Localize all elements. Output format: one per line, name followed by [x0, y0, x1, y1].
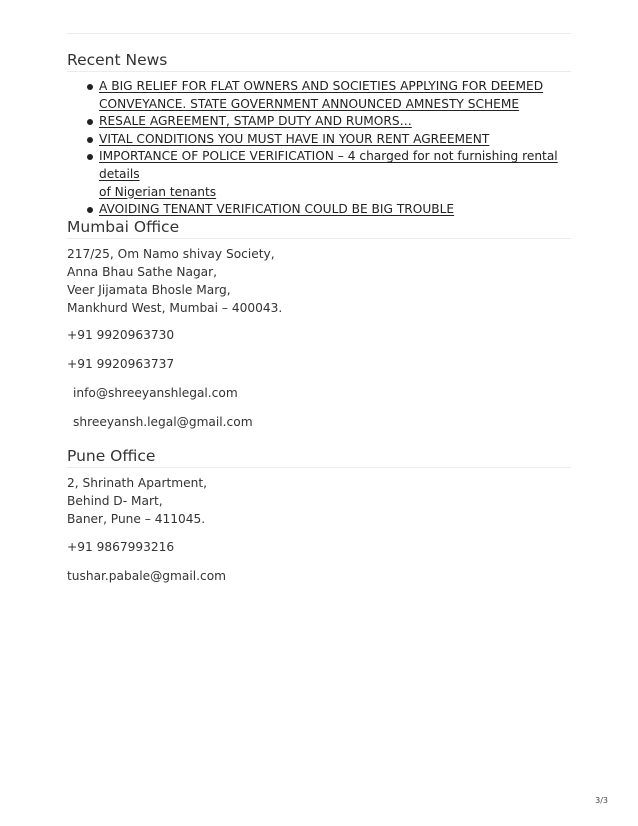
page-number: 3/3	[595, 796, 608, 805]
bullet-icon	[87, 154, 93, 160]
bullet-icon	[87, 84, 93, 90]
pune-office-heading: Pune Office	[67, 447, 156, 465]
pune-address	[67, 474, 207, 528]
address-line: 2, Shrinath Apartment,	[67, 476, 208, 490]
pune-phone: +91 9867993216	[67, 540, 175, 554]
address-line: Mankhurd West, Mumbai – 400043.	[67, 301, 283, 315]
list-item	[67, 113, 571, 131]
pune-email[interactable]: tushar.pabale@gmail.com	[67, 569, 227, 583]
news-link-police-verification[interactable]	[99, 149, 558, 198]
mumbai-phone-1: +91 9920963730	[67, 328, 175, 342]
news-link-line: IMPORTANCE OF POLICE VERIFICATION – 4 charged for not furnishing rental details	[99, 149, 558, 181]
address-line: Veer Jijamata Bhosle Marg,	[67, 283, 231, 297]
news-link-rent-agreement[interactable]: VITAL CONDITIONS YOU MUST HAVE IN YOUR RENT AGREEMENT	[99, 131, 490, 146]
top-divider	[67, 33, 571, 34]
mumbai-phone-2: +91 9920963737	[67, 357, 175, 371]
address-line: Baner, Pune – 411045.	[67, 512, 206, 526]
list-item	[67, 78, 571, 113]
recent-news-list	[67, 78, 571, 219]
address-line: 217/25, Om Namo shivay Society,	[67, 247, 275, 261]
news-link-line: of Nigerian tenants	[99, 184, 217, 199]
news-link-tenant-verification[interactable]: AVOIDING TENANT VERIFICATION COULD BE BIG TROUBLE	[99, 202, 455, 217]
news-link-line: CONVEYANCE. STATE GOVERNMENT ANNOUNCED AMNESTY SCHEME	[99, 96, 520, 111]
address-line: Behind D- Mart,	[67, 494, 163, 508]
recent-news-heading: Recent News	[67, 51, 168, 69]
bullet-icon	[87, 207, 93, 213]
mumbai-email-1[interactable]: info@shreeyanshlegal.com	[73, 386, 238, 400]
mumbai-office-divider	[67, 238, 571, 239]
mumbai-office-heading: Mumbai Office	[67, 218, 180, 236]
news-link-resale-agreement[interactable]: RESALE AGREEMENT, STAMP DUTY AND RUMORS…	[99, 114, 412, 129]
list-item	[67, 148, 571, 201]
mumbai-address	[67, 245, 282, 317]
bullet-icon	[87, 119, 93, 125]
pune-office-divider	[67, 467, 571, 468]
bullet-icon	[87, 137, 93, 143]
news-link-deemed-conveyance[interactable]	[99, 79, 543, 111]
list-item	[67, 131, 571, 149]
recent-news-divider	[67, 71, 571, 72]
news-link-line: A BIG RELIEF FOR FLAT OWNERS AND SOCIETIES APPLYING FOR DEEMED	[99, 79, 544, 93]
address-line: Anna Bhau Sathe Nagar,	[67, 265, 218, 279]
mumbai-email-2[interactable]: shreeyansh.legal@gmail.com	[73, 415, 253, 429]
